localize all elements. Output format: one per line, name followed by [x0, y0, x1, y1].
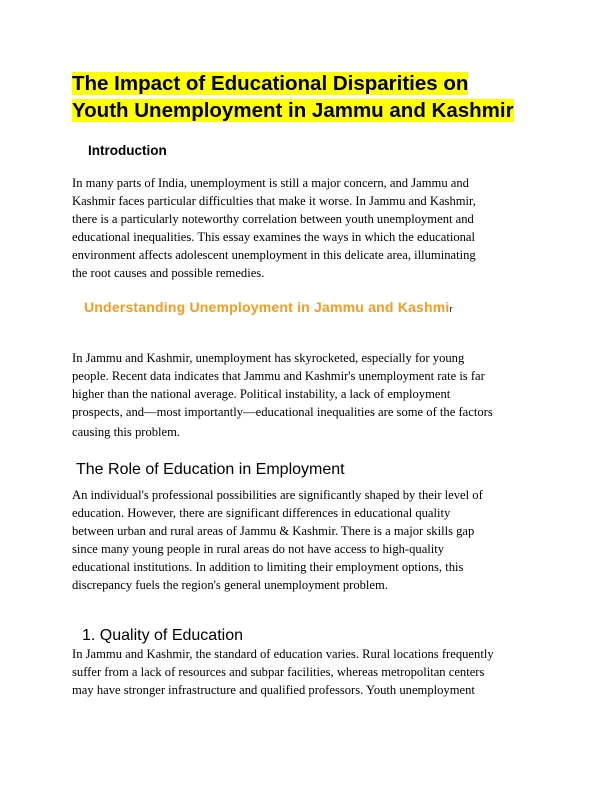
paragraph-line: discrepancy fuels the region's general unemployment problem.	[72, 578, 388, 592]
document-title	[72, 70, 542, 124]
quality-paragraph	[72, 645, 544, 699]
quality-heading: 1. Quality of Education	[82, 627, 243, 644]
paragraph-line: people. Recent data indicates that Jammu and Kashmir's unemployment rate is far	[72, 369, 485, 383]
understanding-heading	[84, 298, 452, 318]
paragraph-line: prospects, and—most importantly—educational inequalities are some of the factors	[72, 405, 493, 419]
understanding-heading-tail: r	[449, 304, 453, 314]
paragraph-line: since many young people in rural areas do not have access to high-quality	[72, 542, 445, 556]
understanding-paragraph	[72, 349, 544, 441]
paragraph-line: may have stronger infrastructure and qualified professors. Youth unemployment	[72, 683, 475, 697]
paragraph-line: Kashmir faces particular difficulties that make it worse. In Jammu and Kashmir,	[72, 194, 476, 208]
paragraph-line: An individual's professional possibilities are significantly shaped by their level of	[72, 488, 483, 502]
introduction-paragraph	[72, 174, 544, 282]
paragraph-line: higher than the national average. Political instability, a lack of employment	[72, 387, 451, 401]
understanding-heading-main: Understanding Unemployment in Jammu and Kashmi	[84, 299, 450, 315]
title-line-2: Youth Unemployment in Jammu and Kashmir	[72, 99, 514, 122]
paragraph-line: the root causes and possible remedies.	[72, 266, 265, 280]
paragraph-line: In Jammu and Kashmir, unemployment has skyrocketed, especially for young	[72, 351, 465, 365]
paragraph-line: educational inequalities. This essay examines the ways in which the educational	[72, 230, 475, 244]
paragraph-line: In many parts of India, unemployment is still a major concern, and Jammu and	[72, 176, 469, 190]
paragraph-line: suffer from a lack of resources and subpar facilities, whereas metropolitan centers	[72, 665, 485, 679]
paragraph-line: there is a particularly noteworthy correlation between youth unemployment and	[72, 212, 474, 226]
title-line-1: The Impact of Educational Disparities on	[72, 72, 469, 95]
introduction-heading: Introduction	[88, 143, 167, 158]
paragraph-line: In Jammu and Kashmir, the standard of education varies. Rural locations frequently	[72, 647, 494, 661]
role-heading: The Role of Education in Employment	[76, 461, 345, 478]
paragraph-line: educational institutions. In addition to limiting their employment options, this	[72, 560, 464, 574]
paragraph-line: between urban and rural areas of Jammu & Kashmir. There is a major skills gap	[72, 524, 475, 538]
paragraph-line: causing this problem.	[72, 425, 181, 439]
paragraph-line: environment affects adolescent unemployment in this delicate area, illuminating	[72, 248, 476, 262]
paragraph-line: education. However, there are significant differences in educational quality	[72, 506, 451, 520]
role-paragraph	[72, 486, 544, 594]
